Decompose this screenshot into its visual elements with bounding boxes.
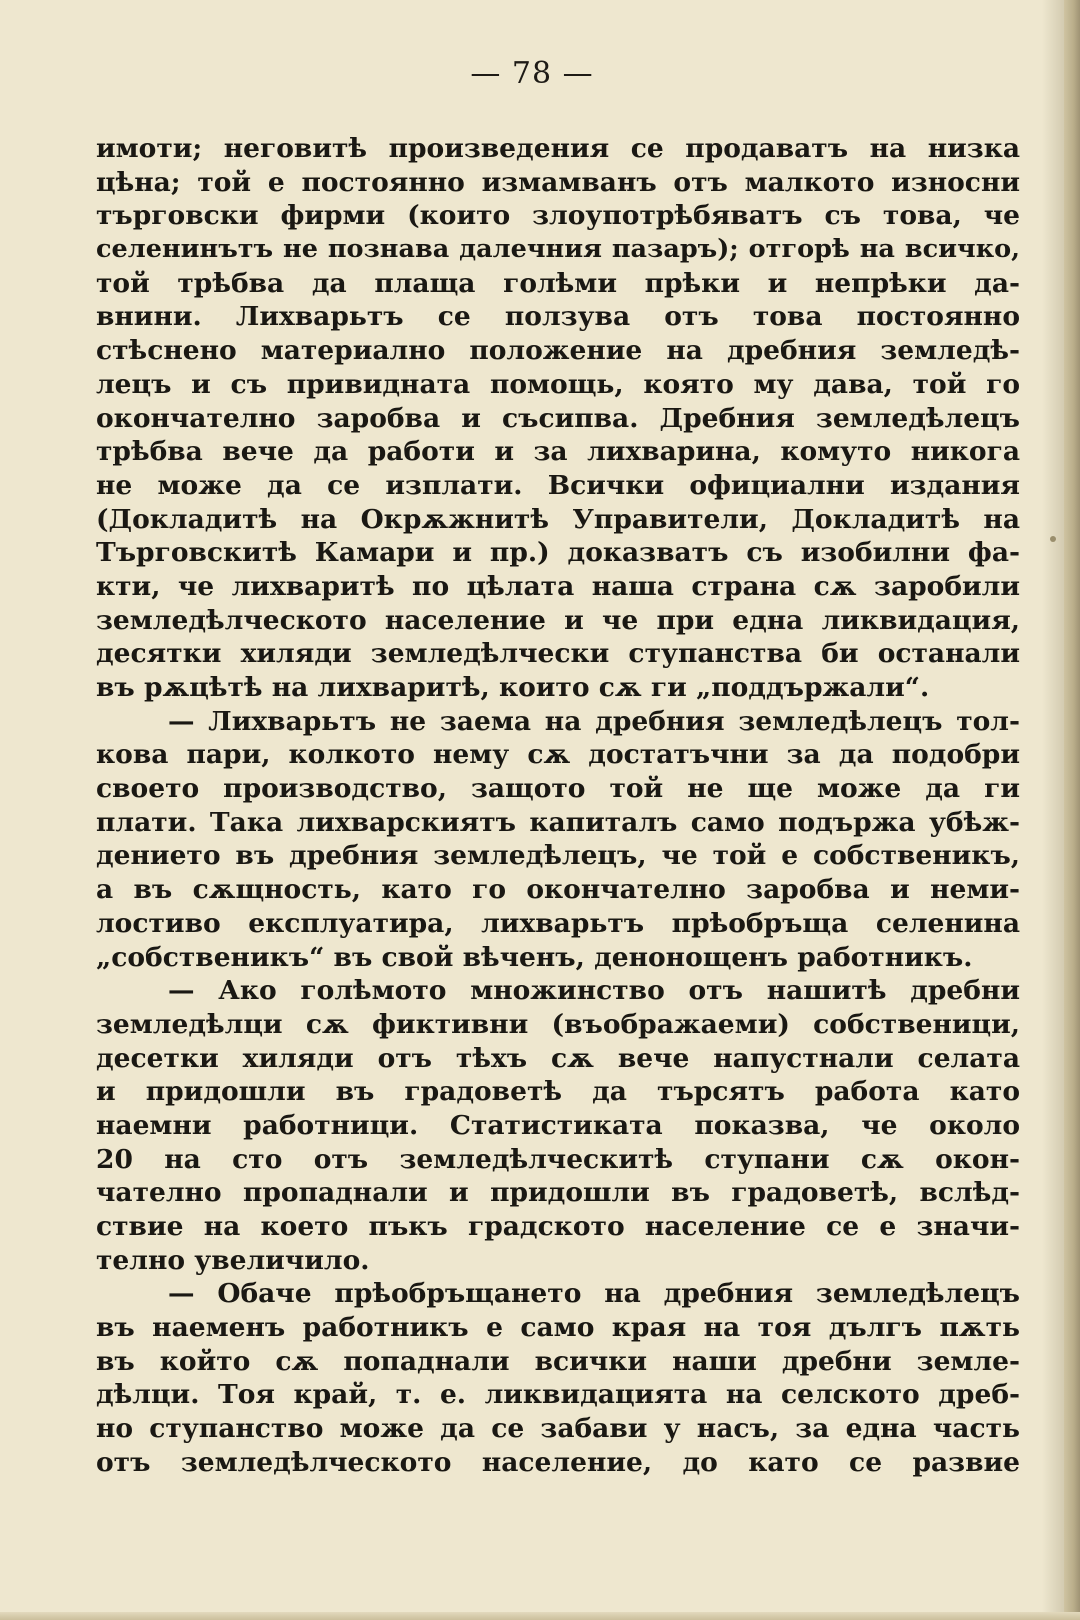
text-line: селенинътъ не познава далечния пазаръ); отгорѣ на всичко, (96, 234, 1020, 265)
text-line: „собственикъ“ въ свой вѣченъ, денонощенъ работникъ. (96, 941, 973, 973)
text-line: трѣбва вече да работи и за лихварина, комуто никога (96, 436, 1020, 468)
text-line: Търговскитѣ Камари и пр.) доказватъ съ изобилни фа- (96, 537, 1020, 569)
text-line: десятки хиляди земледѣлчески ступанства би останали (96, 638, 1020, 670)
text-line: той трѣбва да плаща голѣми прѣки и непрѣки да- (96, 267, 1020, 299)
text-line: но ступанство може да се забави у насъ, за една часть (96, 1413, 1020, 1445)
text-line: и придошли въ градоветѣ да търсятъ работа като (96, 1076, 1020, 1108)
margin-speck (1050, 536, 1056, 542)
text-line: наемни работници. Статистиката показва, че около (96, 1109, 1020, 1141)
text-line: отъ земледѣлческото население, до като се развие (96, 1446, 1020, 1478)
text-line: въ наеменъ работникъ е само края на тоя дългъ пѫть (96, 1312, 1020, 1344)
text-line: въ рѫцѣтѣ на лихваритѣ, които сѫ ги „поддържали“. (96, 672, 930, 703)
text-line: земледѣлци сѫ фиктивни (въображаеми) собственици, (96, 1008, 1020, 1040)
text-line: окончателно заробва и съсипва. Дребния земледѣлецъ (96, 402, 1020, 434)
body-text (96, 132, 1020, 1480)
text-line: десетки хиляди отъ тѣхъ сѫ вече напустнали селата (96, 1042, 1020, 1074)
text-line: 20 на сто отъ земледѣлческитѣ ступани сѫ окон- (96, 1143, 1020, 1175)
text-line: чателно пропаднали и придошли въ градоветѣ, вслѣд- (96, 1177, 1020, 1209)
text-line: лостиво експлуатира, лихварьтъ прѣобръща селенина (96, 907, 1020, 939)
text-line: стѣснено материално положение на дребния земледѣ- (96, 335, 1020, 367)
text-line: въ който сѫ попаднали всички наши дребни земле- (96, 1345, 1020, 1377)
text-line: лецъ и съ привидната помощь, която му дава, той го (96, 368, 1020, 400)
text-line: — Обаче прѣобръщането на дребния земледѣлецъ (168, 1278, 1020, 1310)
text-line: търговски фирми (които злоупотрѣбяватъ съ това, че (96, 200, 1020, 232)
text-line: — Ако голѣмото множинство отъ нашитѣ дребни (168, 975, 1020, 1007)
text-line: своето производство, защото той не ще може да ги (96, 773, 1020, 805)
text-line: телно увеличило. (96, 1244, 370, 1276)
text-line: земледѣлческото население и че при една ликвидация, (96, 604, 1020, 636)
text-line: не може да се изплати. Всички официални издания (96, 469, 1020, 501)
page-number: — 78 — (470, 56, 594, 91)
text-line: (Докладитѣ на Окрѫжнитѣ Управители, Докладитѣ на (96, 503, 1020, 535)
text-line: кти, че лихваритѣ по цѣлата наша страна сѫ заробили (96, 570, 1020, 602)
page-bottom-edge (0, 1612, 1080, 1620)
text-line: а въ сѫщность, като го окончателно заробва и неми- (96, 874, 1020, 906)
text-line: дѣлци. Тоя край, т. е. ликвидацията на селското дреб- (96, 1379, 1020, 1411)
text-line: внини. Лихварьтъ се ползува отъ това постоянно (96, 301, 1020, 333)
text-line: плати. Така лихварскиятъ капиталъ само подържа убѣж- (96, 806, 1020, 838)
page-edge (1064, 0, 1080, 1620)
text-line: имоти; неговитѣ произведения се продаватъ на низка (96, 133, 1020, 164)
text-line: — Лихварьтъ не заема на дребния земледѣлецъ тол- (168, 705, 1020, 737)
text-line: цѣна; той е постоянно измамванъ отъ малкото износни (96, 166, 1020, 198)
page-gutter-shadow (1042, 0, 1064, 1620)
text-line: дението въ дребния земледѣлецъ, че той е собственикъ, (96, 840, 1020, 872)
text-line: кова пари, колкото нему сѫ достатъчни за да подобри (96, 739, 1020, 771)
text-line: ствие на което пъкъ градското население се е значи- (96, 1211, 1020, 1242)
